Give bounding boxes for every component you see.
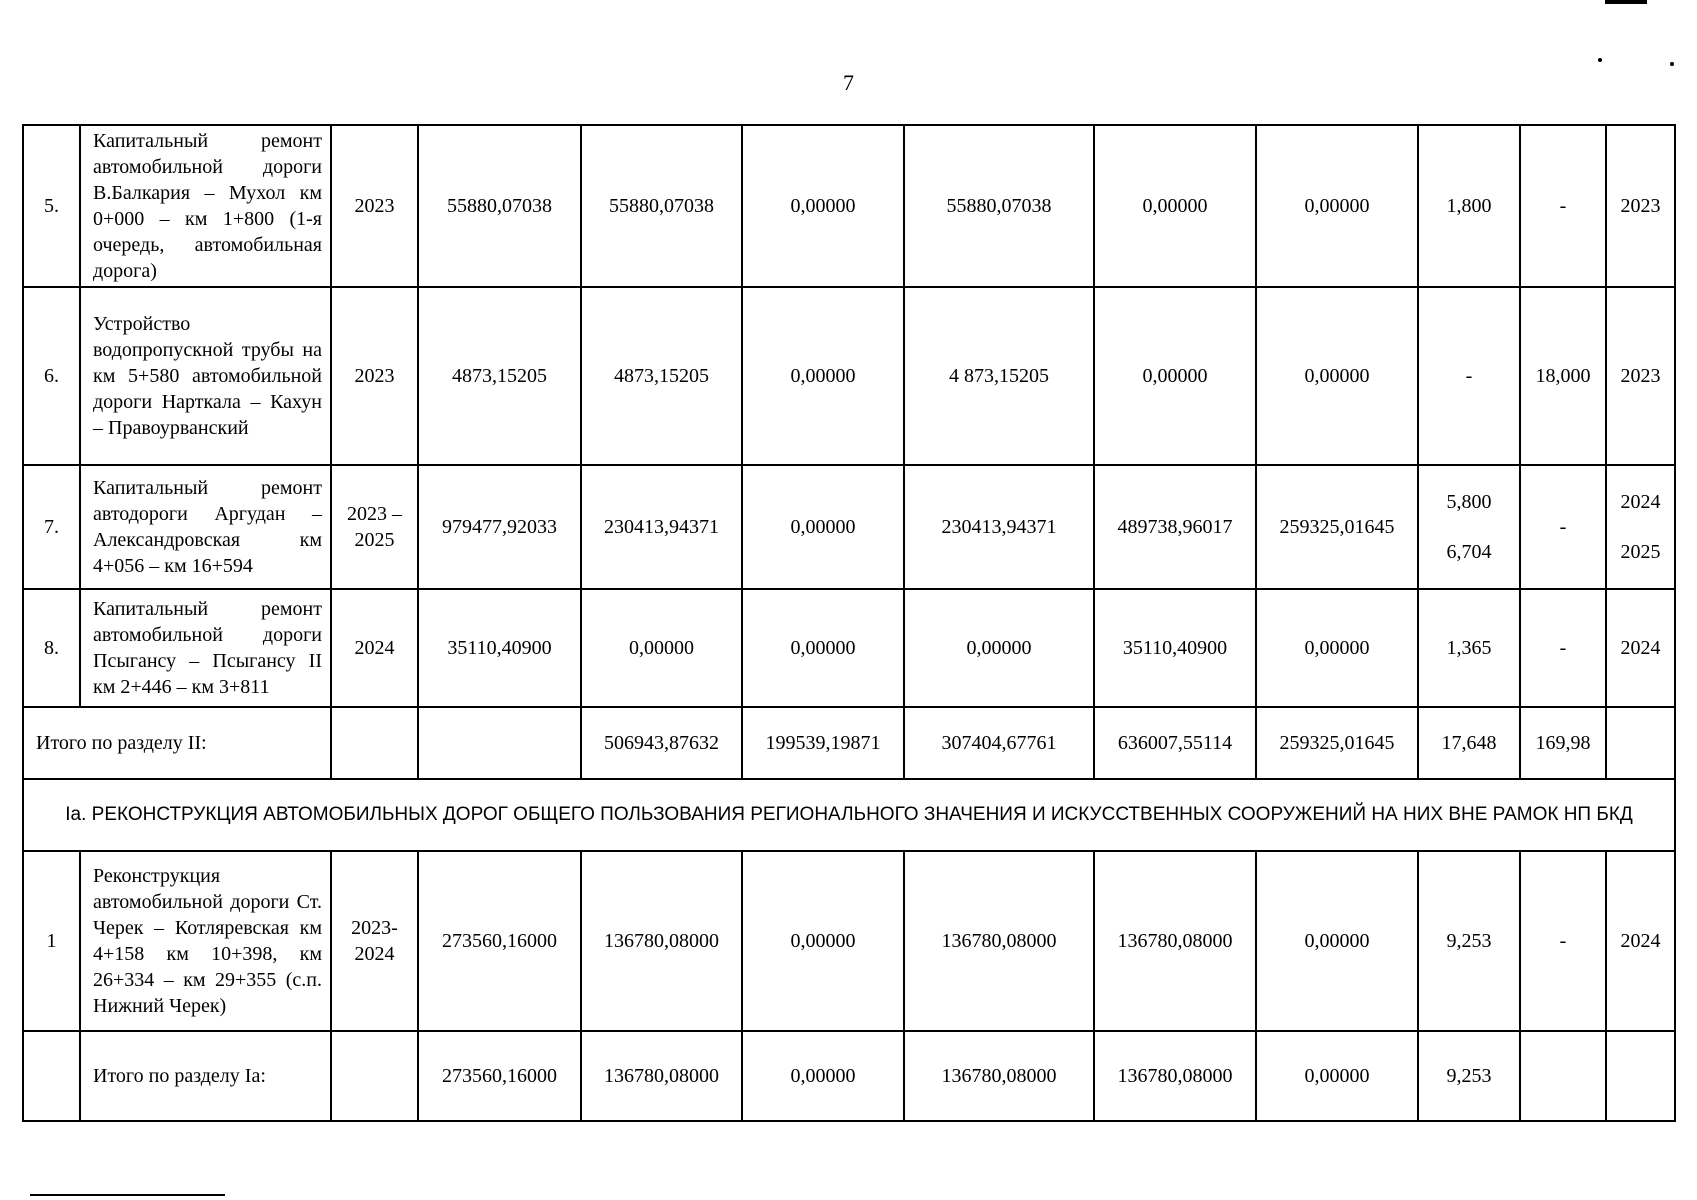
length-m-cell: - [1520,589,1606,707]
value-cell: 0,00000 [742,851,904,1031]
total-value-cell: 506943,87632 [581,707,742,779]
total-value-cell: 259325,01645 [1256,707,1418,779]
years-cell: 2023-2024 [331,851,418,1031]
row-number: 8. [23,589,80,707]
years-cell: 2024 [331,589,418,707]
completion-year-cell [1606,465,1675,589]
value-cell: 0,00000 [1094,287,1256,465]
object-name: Реконструкция автомобильной дороги Ст. Черек – Котляревская км 4+158 км 10+398, км 26+334 – км 29+355 (с.п. Нижний Черек) [80,851,331,1031]
empty-cell [331,1031,418,1121]
total-row-section-ii [23,707,1675,779]
empty-cell [1520,1031,1606,1121]
value-cell: 273560,16000 [418,851,581,1031]
scan-mark-bottom [30,1194,225,1196]
empty-cell [418,707,581,779]
total-value-cell: 273560,16000 [418,1031,581,1121]
value-cell: 4873,15205 [418,287,581,465]
total-length-m-cell: 169,98 [1520,707,1606,779]
object-name: Капитальный ремонт автомобильной дороги В.Балкария – Мухол км 0+000 – км 1+800 (1-я очередь, автомобильная дорога) [80,125,331,287]
value-cell: 0,00000 [581,589,742,707]
value-cell: 979477,92033 [418,465,581,589]
total-label: Итого по разделу II: [23,707,331,779]
empty-cell [1606,707,1675,779]
completion-year-cell: 2023 [1606,125,1675,287]
total-row-section-ia [23,1031,1675,1121]
total-value-cell: 199539,19871 [742,707,904,779]
total-length-km-cell: 17,648 [1418,707,1520,779]
value-cell: 55880,07038 [418,125,581,287]
scan-dot [1598,58,1602,62]
table-row [23,589,1675,707]
table-row [23,851,1675,1031]
total-value-cell: 136780,08000 [1094,1031,1256,1121]
value-cell: 0,00000 [742,465,904,589]
row-number: 1 [23,851,80,1031]
value-cell: 35110,40900 [418,589,581,707]
section-title: Iа. РЕКОНСТРУКЦИЯ АВТОМОБИЛЬНЫХ ДОРОГ ОБЩЕГО ПОЛЬЗОВАНИЯ РЕГИОНАЛЬНОГО ЗНАЧЕНИЯ И ИСКУССТВЕННЫХ СООРУЖЕНИЙ НА НИХ ВНЕ РАМОК НП БКД [23,779,1675,851]
object-name: Устройство водопропускной трубы на км 5+580 автомобильной дороги Нарткала – Кахун – Правоурванский [80,287,331,465]
page-number: 7 [843,70,854,95]
length-m-cell: 18,000 [1520,287,1606,465]
value-cell: 259325,01645 [1256,465,1418,589]
completion-year-cell: 2024 [1606,589,1675,707]
length-km-stage-1: 5,800 [1446,491,1492,513]
length-km-stage-2: 6,704 [1446,541,1492,563]
completion-year-cell: 2023 [1606,287,1675,465]
object-name: Капитальный ремонт автодороги Аргудан – Александровская км 4+056 – км 16+594 [80,465,331,589]
table-row [23,125,1675,287]
value-cell: 230413,94371 [581,465,742,589]
row-number: 5. [23,125,80,287]
section-header-row [23,779,1675,851]
value-cell: 0,00000 [742,125,904,287]
scan-dot [1670,62,1674,66]
row-number: 7. [23,465,80,589]
value-cell: 0,00000 [904,589,1094,707]
length-km-cell: - [1418,287,1520,465]
table-row [23,287,1675,465]
empty-cell [23,1031,80,1121]
length-m-cell: - [1520,125,1606,287]
length-km-cell: 1,365 [1418,589,1520,707]
total-value-cell: 0,00000 [1256,1031,1418,1121]
length-km-cell: 1,800 [1418,125,1520,287]
scan-mark-top [1605,0,1647,4]
value-cell: 489738,96017 [1094,465,1256,589]
total-value-cell: 136780,08000 [581,1031,742,1121]
length-km-cell [1418,465,1520,589]
total-value-cell: 136780,08000 [904,1031,1094,1121]
road-works-table [22,124,1676,1122]
years-cell: 2023 [331,287,418,465]
empty-cell [1606,1031,1675,1121]
value-cell: 35110,40900 [1094,589,1256,707]
length-m-cell: - [1520,465,1606,589]
total-length-km-cell: 9,253 [1418,1031,1520,1121]
length-km-cell: 9,253 [1418,851,1520,1031]
value-cell: 0,00000 [1256,851,1418,1031]
value-cell: 0,00000 [742,589,904,707]
years-cell: 2023 [331,125,418,287]
value-cell: 4873,15205 [581,287,742,465]
total-value-cell: 307404,67761 [904,707,1094,779]
years-cell: 2023 – 2025 [331,465,418,589]
completion-year-stage-2: 2025 [1620,541,1661,563]
total-value-cell: 0,00000 [742,1031,904,1121]
value-cell: 0,00000 [1256,125,1418,287]
completion-year-cell: 2024 [1606,851,1675,1031]
value-cell: 136780,08000 [581,851,742,1031]
value-cell: 0,00000 [742,287,904,465]
value-cell: 136780,08000 [904,851,1094,1031]
completion-year-stage-1: 2024 [1620,491,1661,513]
row-number: 6. [23,287,80,465]
value-cell: 4 873,15205 [904,287,1094,465]
total-label: Итого по разделу Iа: [80,1031,331,1121]
value-cell: 0,00000 [1256,589,1418,707]
object-name: Капитальный ремонт автомобильной дороги Псыгансу – Псыгансу II км 2+446 – км 3+811 [80,589,331,707]
value-cell: 55880,07038 [581,125,742,287]
value-cell: 136780,08000 [1094,851,1256,1031]
length-m-cell: - [1520,851,1606,1031]
value-cell: 230413,94371 [904,465,1094,589]
value-cell: 0,00000 [1256,287,1418,465]
total-value-cell: 636007,55114 [1094,707,1256,779]
empty-cell [331,707,418,779]
value-cell: 0,00000 [1094,125,1256,287]
table-row [23,465,1675,589]
value-cell: 55880,07038 [904,125,1094,287]
